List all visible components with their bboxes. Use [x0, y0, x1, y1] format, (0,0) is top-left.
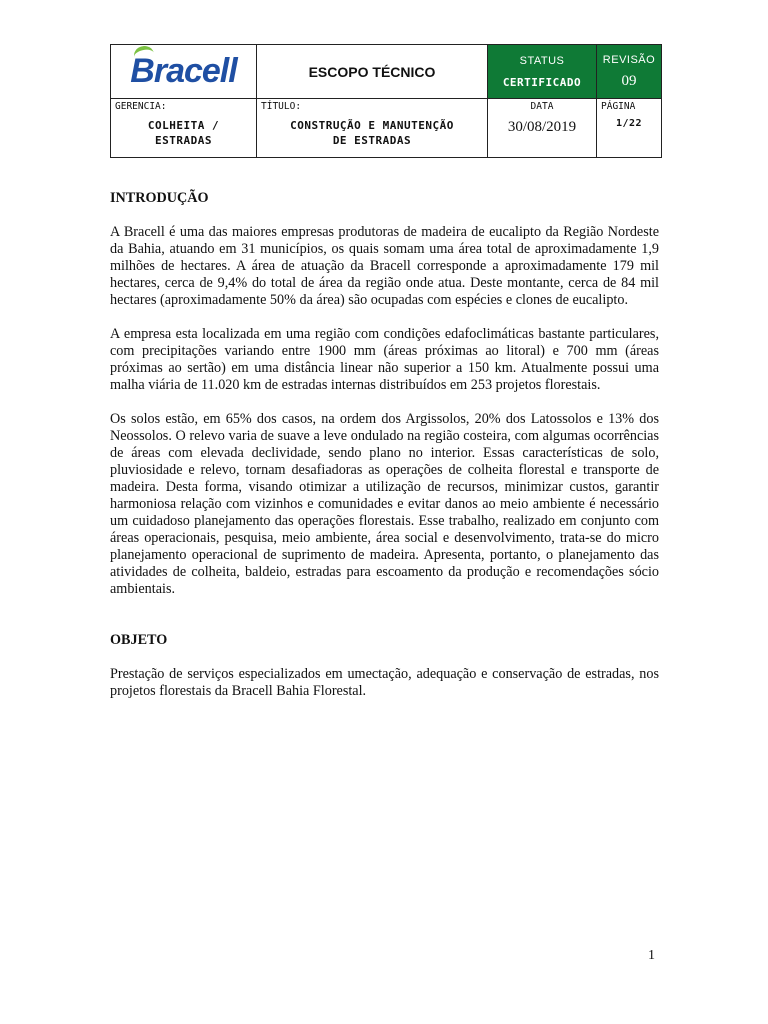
revision-cell	[597, 45, 662, 99]
pagina-label: PÁGINA	[601, 101, 636, 112]
intro-heading: INTRODUÇÃO	[110, 190, 209, 206]
logo-cell	[111, 45, 257, 99]
revision-value: 09	[621, 72, 637, 89]
data-label: DATA	[530, 101, 554, 112]
gerencia-cell	[111, 99, 257, 158]
titulo-value-line2: DE ESTRADAS	[332, 134, 412, 147]
titulo-label: TÍTULO:	[261, 101, 302, 112]
intro-paragraph-1: A Bracell é uma das maiores empresas produtoras de madeira de eucalipto da Região Nordeste da Bahia, atuando em 31 municípios, os quais somam uma área total de aproximadamente 1,9 milhões de hectares. A área de atuação da Bracell corresponde a aproximadamente 179 mil hectares, cerca de 9,4% do total de área da região onde atua. Deste montante, cerca de 84 mil hectares (aproximadamente 50% da área) são ocupadas com espécies e clones de eucalipto.	[110, 224, 659, 308]
titulo-value	[257, 112, 487, 148]
status-value: CERTIFICADO	[502, 75, 582, 89]
titulo-value-line1: CONSTRUÇÃO E MANUTENÇÃO	[290, 119, 454, 132]
gerencia-value-line1: COLHEITA /	[147, 119, 220, 132]
gerencia-value	[111, 112, 256, 148]
intro-paragraph-2: A empresa esta localizada em uma região com condições edafoclimáticas bastante particulares, com precipitações variando entre 1900 mm (áreas próximas ao litoral) e 700 mm (áreas próximas ao sertão) em uma distância linear não superior a 150 km. Atualmente possui uma malha viária de 11.020 km de estradas internas distribuídos em 253 projetos florestais.	[110, 326, 659, 393]
logo-text: Bracell	[130, 52, 237, 90]
doc-type-title: ESCOPO TÉCNICO	[257, 45, 488, 99]
pagina-value: 1/22	[615, 118, 643, 129]
status-cell	[488, 45, 597, 99]
data-cell	[488, 99, 597, 158]
status-label: STATUS	[519, 54, 565, 67]
pagina-cell	[597, 99, 662, 158]
bracell-logo	[130, 52, 236, 91]
gerencia-value-line2: ESTRADAS	[155, 134, 212, 147]
document-body	[110, 190, 659, 717]
titulo-cell	[257, 99, 488, 158]
page-number: 1	[648, 948, 655, 963]
gerencia-label: GERENCIA:	[115, 101, 167, 112]
revision-label: REVISÃO	[602, 53, 656, 66]
data-value: 30/08/2019	[507, 119, 577, 135]
objeto-paragraph-1: Prestação de serviços especializados em umectação, adequação e conservação de estradas, nos projetos florestais da Bracell Bahia Florestal.	[110, 666, 659, 699]
section-spacer	[110, 615, 659, 632]
objeto-heading: OBJETO	[110, 632, 168, 648]
document-header-table	[110, 44, 662, 158]
intro-paragraph-3: Os solos estão, em 65% dos casos, na ordem dos Argissolos, 20% dos Latossolos e 13% dos Neossolos. O relevo varia de suave a leve ondulado na região costeira, com algumas ocorrências de áreas com elevada declividade, sendo plano no interior. Essas características de solo, pluviosidade e relevo, tornam desafiadoras as operações de colheita florestal e transporte de madeira. Desta forma, visando otimizar a utilização de recursos, minimizar custos, garantir harmoniosa relação com vizinhos e comunidades e evitar danos ao meio ambiente é necessário um cuidadoso planejamento das operações florestais. Esse trabalho, realizado em conjunto com áreas operacionais, pesquisa, meio ambiente, área social e desenvolvimento, trata-se do micro planejamento operacional de suprimento de madeira. Apresenta, portanto, o planejamento das atividades de colheita, baldeio, estradas para escoamento da produção e recomendações sócio ambientais.	[110, 411, 659, 597]
